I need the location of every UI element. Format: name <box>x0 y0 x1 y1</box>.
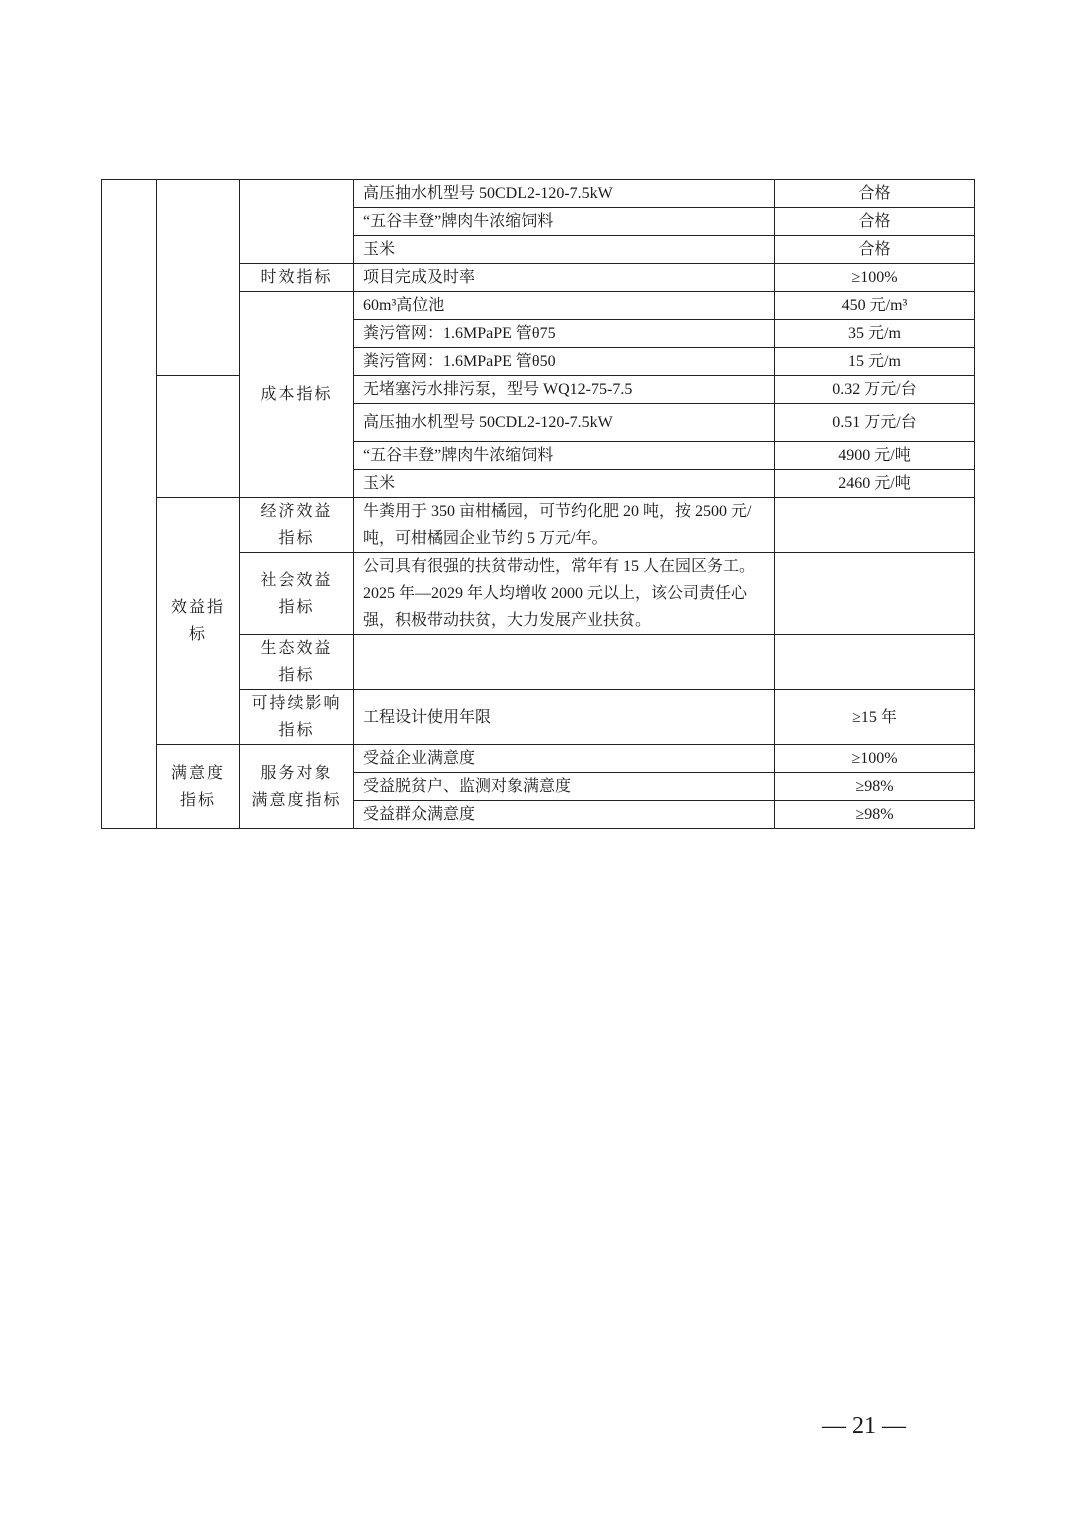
label-line: 指标 <box>278 598 315 616</box>
value-cell: 35 元/m <box>775 320 975 348</box>
label-line: 可持续影响 <box>251 695 342 712</box>
item-cell: 工程设计使用年限 <box>354 690 775 745</box>
value-cell: ≥100% <box>775 745 975 773</box>
ecological-benefit-label <box>240 635 354 690</box>
value-cell: 合格 <box>775 208 975 236</box>
item-cell: 玉米 <box>354 236 775 264</box>
label-line: 指标 <box>179 791 216 809</box>
benefit-indicator-label <box>157 498 240 745</box>
label-line: 指标 <box>278 722 315 739</box>
label-line: 效益指 <box>170 599 225 616</box>
economic-benefit-label <box>240 498 354 553</box>
value-cell: 15 元/m <box>775 348 975 376</box>
item-cell: “五谷丰登”牌肉牛浓缩饲料 <box>354 208 775 236</box>
item-cell: 受益企业满意度 <box>354 745 775 773</box>
level3-cell <box>240 180 354 264</box>
value-cell <box>775 553 975 635</box>
label-line: 经济效益 <box>260 503 333 520</box>
timeliness-indicator-label: 时效指标 <box>240 264 354 292</box>
label-line: 标 <box>188 626 207 643</box>
level1-cell <box>102 180 157 829</box>
item-cell: 牛粪用于 350 亩柑橘园，可节约化肥 20 吨，按 2500 元/吨，可柑橘园企业节约 5 万元/年。 <box>354 498 775 553</box>
social-benefit-label <box>240 553 354 635</box>
item-cell: 受益群众满意度 <box>354 801 775 829</box>
satisfaction-indicator-label <box>157 745 240 829</box>
item-cell: 受益脱贫户、监测对象满意度 <box>354 773 775 801</box>
value-cell: 合格 <box>775 180 975 208</box>
item-cell: 公司具有很强的扶贫带动性，常年有 15 人在园区务工。2025 年—2029 年人均增收 2000 元以上，该公司责任心强，积极带动扶贫，大力发展产业扶贫。 <box>354 553 775 635</box>
item-cell: 粪污管网：1.6MPaPE 管θ50 <box>354 348 775 376</box>
value-cell: ≥100% <box>775 264 975 292</box>
value-cell: ≥98% <box>775 801 975 829</box>
item-cell: 高压抽水机型号 50CDL2-120-7.5kW <box>354 180 775 208</box>
sustainable-impact-label <box>240 690 354 745</box>
label-line: 生态效益 <box>260 640 333 657</box>
label-line: 指标 <box>278 530 315 547</box>
item-cell: “五谷丰登”牌肉牛浓缩饲料 <box>354 442 775 470</box>
table-row <box>102 180 975 208</box>
service-satisfaction-label <box>240 745 354 829</box>
value-cell: ≥15 年 <box>775 690 975 745</box>
table-row <box>102 745 975 773</box>
item-cell: 高压抽水机型号 50CDL2-120-7.5kW <box>354 404 775 442</box>
level2-cell <box>157 376 240 498</box>
value-cell: 450 元/m³ <box>775 292 975 320</box>
label-line: 指标 <box>278 667 315 684</box>
page-number: — 21 — <box>822 1413 906 1439</box>
value-cell <box>775 498 975 553</box>
cost-indicator-label: 成本指标 <box>240 292 354 498</box>
value-cell: 4900 元/吨 <box>775 442 975 470</box>
item-cell: 60m³高位池 <box>354 292 775 320</box>
value-cell: 合格 <box>775 236 975 264</box>
value-cell <box>775 635 975 690</box>
item-cell <box>354 635 775 690</box>
table-row <box>102 376 975 404</box>
level2-cell <box>157 180 240 376</box>
item-cell: 无堵塞污水排污泵，型号 WQ12-75-7.5 <box>354 376 775 404</box>
value-cell: ≥98% <box>775 773 975 801</box>
item-cell: 项目完成及时率 <box>354 264 775 292</box>
item-cell: 玉米 <box>354 470 775 498</box>
label-line: 服务对象 <box>260 764 333 782</box>
value-cell: 0.32 万元/台 <box>775 376 975 404</box>
label-line: 社会效益 <box>260 571 333 589</box>
table-row <box>102 498 975 553</box>
performance-indicator-table <box>101 179 975 829</box>
value-cell: 0.51 万元/台 <box>775 404 975 442</box>
item-cell: 粪污管网：1.6MPaPE 管θ75 <box>354 320 775 348</box>
label-line: 满意度指标 <box>251 791 342 809</box>
value-cell: 2460 元/吨 <box>775 470 975 498</box>
label-line: 满意度 <box>170 764 225 782</box>
